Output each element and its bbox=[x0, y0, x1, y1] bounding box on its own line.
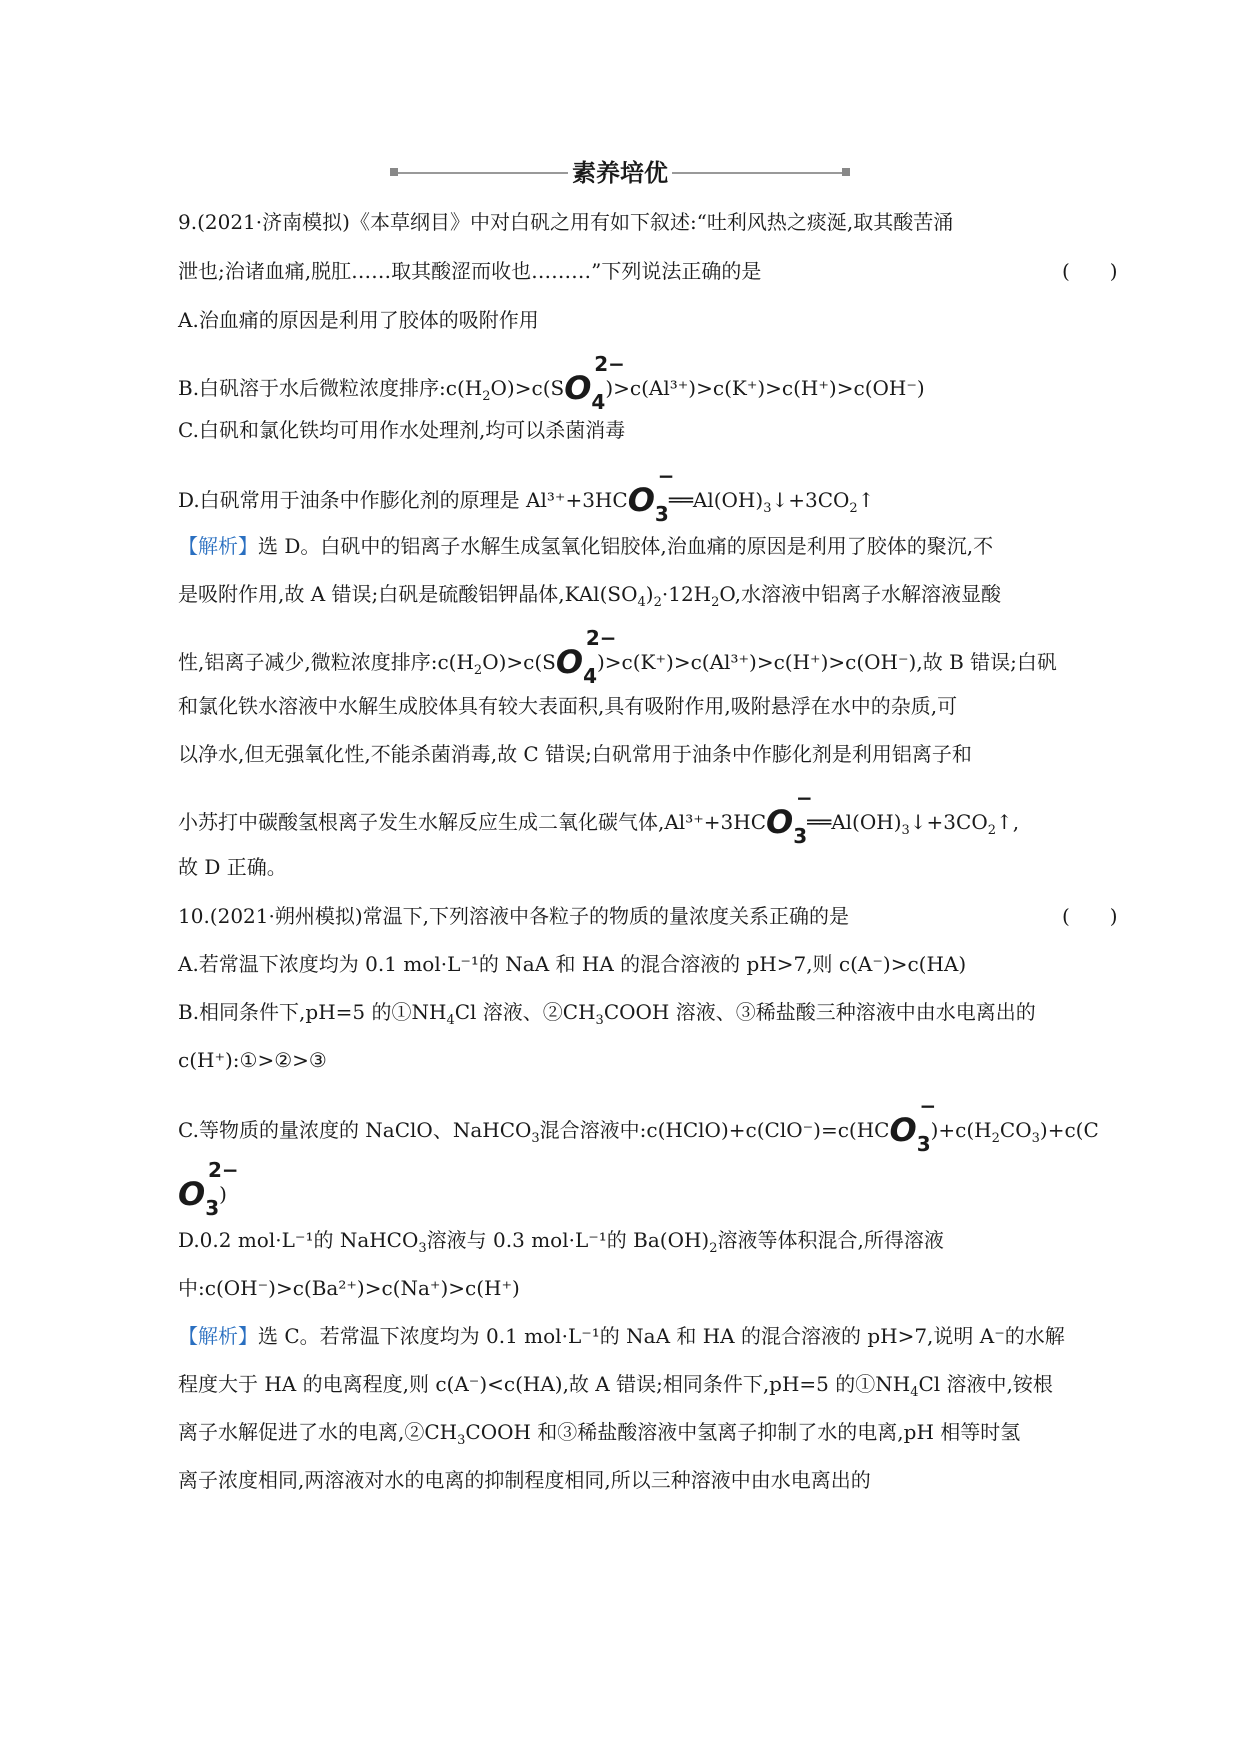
a9-line-4: 和氯化铁水溶液中水解生成胶体具有较大表面积,具有吸附作用,吸附悬浮在水中的杂质,可 bbox=[178, 694, 958, 718]
q9-option-b: B.白矾溶于水后微粒浓度排序$:c(H_2O)>c(SO$ 2− 4)>c(Al³⁺)>c(K⁺)>c(H⁺)>c(OH⁻) bbox=[178, 352, 925, 414]
q9-option-c: C.白矾和氯化铁均可用作水处理剂,均可以杀菌消毒 bbox=[178, 418, 626, 442]
a10-line-3: 离子水解促进了水的电离$,②CH_3COOH$ 和③稀盐酸溶液中氢离子抑制了水的电离,pH 相等时氢 bbox=[178, 1420, 1021, 1448]
bicarbonate-ion: O − 3 bbox=[766, 786, 813, 848]
section-title: 素养培优 bbox=[572, 159, 668, 187]
bicarbonate-ion: O − 3 bbox=[627, 464, 675, 526]
sulfate-ion: O 2− 4 bbox=[564, 352, 625, 414]
analysis-tag: 【解析】 bbox=[178, 1324, 258, 1348]
header-square-right bbox=[842, 168, 850, 176]
q10-answer-paren: ( ) bbox=[1062, 904, 1118, 928]
header-rule-right bbox=[672, 172, 842, 174]
q9-answer-paren: ( ) bbox=[1062, 259, 1118, 283]
q9-option-a: A.治血痛的原因是利用了胶体的吸附作用 bbox=[178, 308, 539, 332]
a9-line-7: 故 D 正确。 bbox=[178, 855, 287, 879]
q10-option-c-line-2: O 2− 3) bbox=[178, 1158, 239, 1220]
bicarbonate-ion: O − 3 bbox=[889, 1094, 937, 1156]
carbonate-ion: O 2− 3 bbox=[178, 1158, 239, 1220]
q10-option-d-line-1: D.0.2 mol·L⁻¹的 NaHCO$_3$溶液与 0.3 mol·L⁻¹的 $Ba(OH)_2$溶液等体积混合,所得溶液 bbox=[178, 1228, 944, 1256]
sulfate-ion: O 2− 4 bbox=[555, 626, 617, 688]
analysis-tag: 【解析】 bbox=[178, 534, 258, 558]
q9-option-d: D.白矾常用于油条中作膨化剂的原理是 Al³⁺+3HCO − $3══Al(OH)_3↓+3CO_2↑$ bbox=[178, 464, 875, 526]
q9-line-1: 9.(2021·济南模拟)《本草纲目》中对白矾之用有如下叙述:“吐利风热之痰涎,取其酸苦涌 bbox=[178, 210, 954, 234]
a9-line-1: 【解析】选 D。白矾中的铝离子水解生成氢氧化铝胶体,治血痛的原因是利用了胶体的聚沉,不 bbox=[178, 534, 994, 558]
a10-line-2: 程度大于 HA 的电离程度,则 c(A⁻)<c(HA),故 A 错误;相同条件下,pH=5 的$①NH_4Cl$ 溶液中,铵根 bbox=[178, 1372, 1053, 1400]
q9-line-2: 泄也;治诸血痛,脱肛……取其酸涩而收也………”下列说法正确的是 bbox=[178, 259, 762, 283]
section-header bbox=[390, 158, 850, 188]
q10-option-d-line-2: 中:c(OH⁻)>c(Ba²⁺)>c(Na⁺)>c(H⁺) bbox=[178, 1276, 520, 1300]
q10-option-c-line-1: C.等物质的量浓度的 NaClO、NaHCO$_3$混合溶液中:c(HClO)+c(ClO⁻)=c(HCO − $3)+c(H_2CO_3)+c(C$ bbox=[178, 1094, 1099, 1156]
a9-line-6: 小苏打中碳酸氢根离子发生水解反应生成二氧化碳气体,Al³⁺+3HCO − $3══Al(OH)_3↓+3CO_2↑$, bbox=[178, 786, 1020, 848]
q10-line-1: 10.(2021·朔州模拟)常温下,下列溶液中各粒子的物质的量浓度关系正确的是 bbox=[178, 904, 850, 928]
a9-line-5: 以净水,但无强氧化性,不能杀菌消毒,故 C 错误;白矾常用于油条中作膨化剂是利用铝离子和 bbox=[178, 742, 972, 766]
a9-line-3: 性,铝离子减少,微粒浓度排序$:c(H_2O)>c(SO$ 2− 4)>c(K⁺)>c(Al³⁺)>c(H⁺)>c(OH⁻),故 B 错误;白矾 bbox=[178, 626, 1057, 688]
a10-line-4: 离子浓度相同,两溶液对水的电离的抑制程度相同,所以三种溶液中由水电离出的 bbox=[178, 1468, 871, 1492]
a9-line-2: 是吸附作用,故 A 错误;白矾是硫酸铝钾晶体$,KAl(SO_4)_2\cdot 12H_2O$,水溶液中铝离子水解溶液显酸 bbox=[178, 582, 1001, 610]
q10-option-b-line-1: B.相同条件下,pH=5 的$①NH_4Cl$ 溶液、$②CH_3COOH$ 溶液、③稀盐酸三种溶液中由水电离出的 bbox=[178, 1000, 1036, 1028]
q10-option-b-line-2: c(H⁺):①>②>③ bbox=[178, 1048, 327, 1072]
q10-option-a: A.若常温下浓度均为 0.1 mol·L⁻¹的 NaA 和 HA 的混合溶液的 pH>7,则 c(A⁻)>c(HA) bbox=[178, 952, 967, 976]
a10-line-1: 【解析】选 C。若常温下浓度均为 0.1 mol·L⁻¹的 NaA 和 HA 的混合溶液的 pH>7,说明 A⁻的水解 bbox=[178, 1324, 1065, 1348]
